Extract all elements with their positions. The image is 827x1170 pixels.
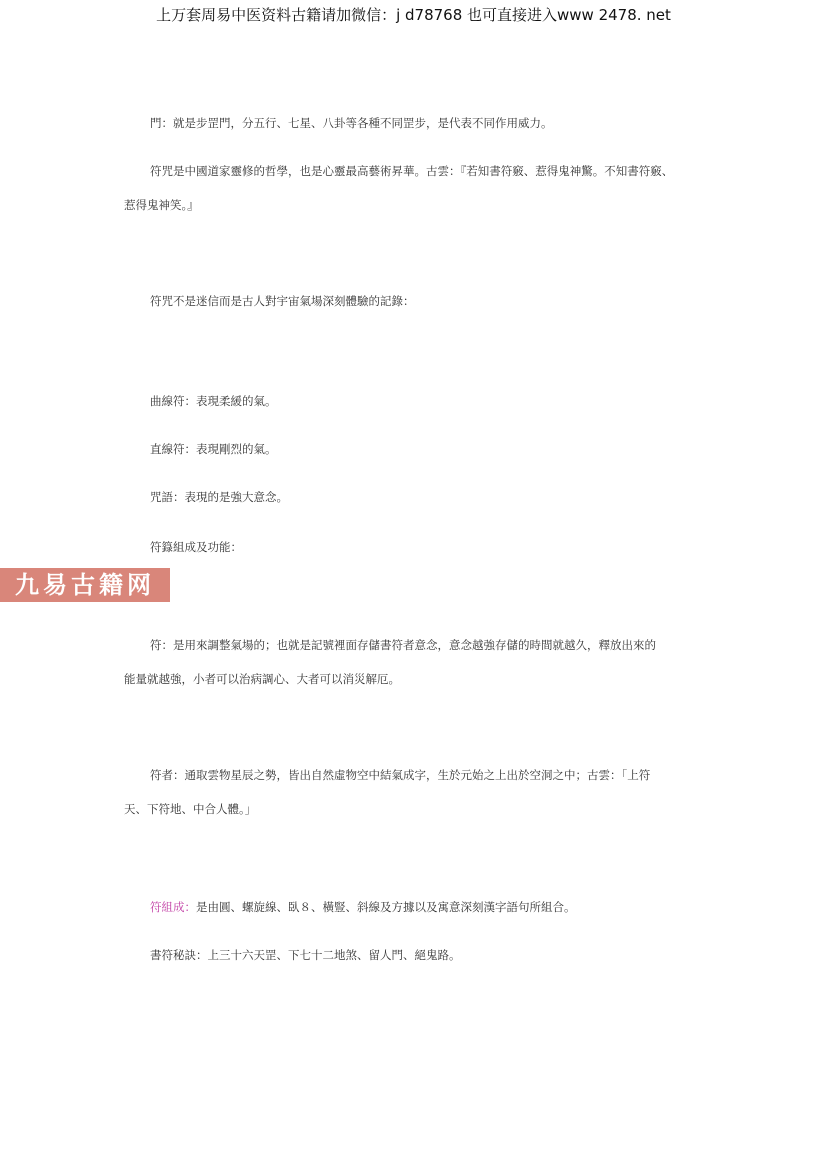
paragraph-fuzhou-philosophy-line2: 惹得鬼神笑。』 bbox=[124, 198, 199, 212]
paragraph-incantation: 咒語：表現的是強大意念。 bbox=[150, 490, 288, 504]
paragraph-fuzhou-philosophy-line1: 符咒是中國道家靈修的哲學，也是心靈最高藝術昇華。古雲：『若知書符竅、惹得鬼神驚。不知書符竅、 bbox=[150, 164, 674, 178]
paragraph-step-gang: 門：就是步罡門，分五行、七星、八卦等各種不同罡步，是代表不同作用威力。 bbox=[150, 116, 553, 130]
paragraph-talisman-structure bbox=[150, 898, 576, 916]
paragraph-talisman-function-line1: 符：是用來調整氣場的；也就是記號裡面存儲書符者意念，意念越強存儲的時間就越久，釋放出來的 bbox=[150, 638, 656, 652]
paragraph-straight-talisman: 直線符：表現剛烈的氣。 bbox=[150, 442, 277, 456]
paragraph-curve-talisman: 曲線符：表現柔緩的氣。 bbox=[150, 394, 277, 408]
paragraph-talisman-origin-line2: 天、下符地、中合人體。」 bbox=[124, 802, 257, 816]
paragraph-not-superstition: 符咒不是迷信而是古人對宇宙氣場深刻體驗的記錄： bbox=[150, 294, 415, 308]
talisman-structure-text: 是由圓、螺旋線、臥８、橫豎、斜線及方據以及寓意深刻漢字語句所組合。 bbox=[196, 900, 576, 914]
page-header: 上万套周易中医资料古籍请加微信：j d78768 也可直接进入www 2478. net bbox=[156, 6, 671, 24]
paragraph-talisman-function-line2: 能量就越強，小者可以治病調心、大者可以消災解厄。 bbox=[124, 672, 400, 686]
paragraph-talisman-origin-line1: 符者：通取雲物星辰之勢，皆出自然虛物空中結氣成字，生於元始之上出於空洞之中；古雲：「上符 bbox=[150, 768, 651, 782]
watermark-logo: 九易古籍网 bbox=[0, 568, 170, 602]
paragraph-talisman-composition-heading: 符籙組成及功能： bbox=[150, 540, 242, 554]
talisman-structure-label: 符組成： bbox=[150, 900, 196, 914]
paragraph-writing-secret: 書符秘訣：上三十六天罡、下七十二地煞、留人門、絕鬼路。 bbox=[150, 948, 461, 962]
